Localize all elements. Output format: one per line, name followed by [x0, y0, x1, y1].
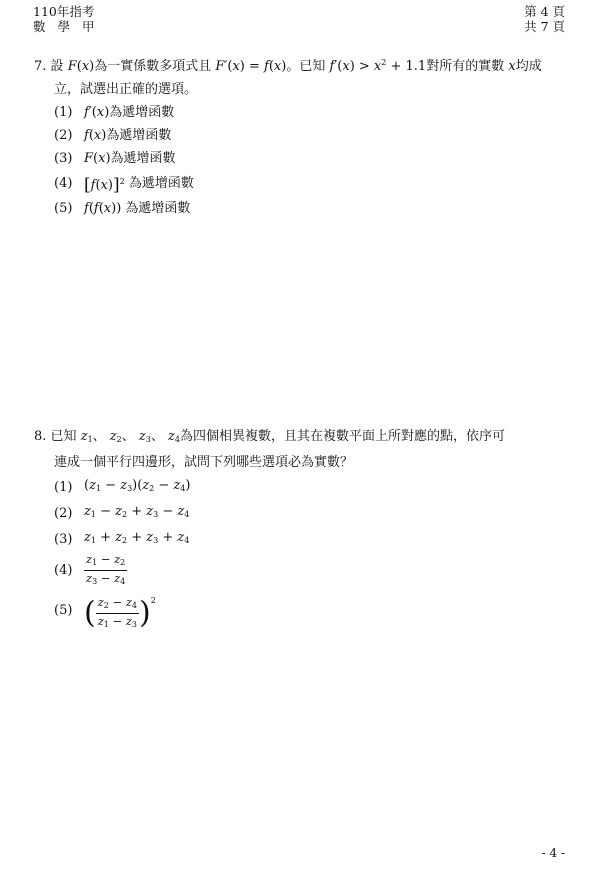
- option-math: $z_1 - z_2 + z_3 - z_4$: [84, 504, 190, 519]
- option-1[interactable]: [54, 474, 574, 500]
- option-number: (4): [54, 176, 73, 191]
- option-math: f(x): [84, 128, 107, 143]
- option-text: 為遞增函數: [106, 128, 172, 143]
- option-3[interactable]: [54, 147, 574, 170]
- subject-title: 數 學 甲: [33, 19, 99, 34]
- option-5[interactable]: [54, 589, 574, 632]
- option-text: 為遞增函數: [125, 201, 191, 216]
- option-math: f(f(x)): [84, 201, 122, 216]
- option-1[interactable]: [54, 101, 574, 124]
- option-3[interactable]: [54, 526, 574, 552]
- question-8: [34, 425, 574, 632]
- option-4[interactable]: [54, 552, 574, 589]
- option-math: $(z_1 - z_3)(z_2 - z_4)$: [84, 478, 191, 493]
- stem-text: 為四個相異複數，且其在複數平面上所對應的點，依序可: [179, 429, 505, 444]
- page-label: 第 4 頁: [524, 4, 565, 19]
- math-expr: $z_1$、 $z_2$、 $z_3$、 $z_4$: [80, 429, 180, 444]
- option-number: (3): [54, 531, 73, 547]
- total-pages-label: 共 7 頁: [524, 19, 565, 34]
- option-math: F(x): [84, 151, 111, 166]
- option-number: (1): [54, 479, 73, 495]
- exam-year: 110年指考: [33, 4, 95, 19]
- option-math-fraction: ( $\frac{z_2 - z_4}{z_1 - z_3}$ )$^2$: [84, 595, 156, 631]
- question-8-stem-line2: 連成一個平行四邊形，試問下列哪些選項必為實數？: [54, 455, 354, 470]
- stem-text: 設: [50, 59, 64, 74]
- option-number: (2): [54, 128, 73, 143]
- option-5[interactable]: [54, 197, 574, 220]
- page-header: [524, 4, 565, 34]
- stem-text: 對所有的實數: [426, 59, 505, 74]
- option-math: $z_1 + z_2 + z_3 + z_4$: [84, 530, 190, 545]
- question-8-options: [34, 474, 574, 632]
- question-8-stem-line1: [34, 425, 574, 451]
- page-number: - 4 -: [541, 846, 565, 860]
- option-text: 為遞增函數: [110, 151, 176, 166]
- math-expr: f′: [329, 59, 338, 74]
- question-number: 7.: [34, 59, 47, 74]
- option-number: (4): [54, 563, 73, 578]
- option-number: (5): [54, 603, 73, 618]
- option-math: f′(x): [84, 105, 110, 120]
- option-text: 為遞增函數: [109, 105, 175, 120]
- math-expr: F′: [215, 59, 228, 74]
- option-number: (2): [54, 505, 73, 521]
- exam-header: [33, 4, 98, 34]
- question-7-stem-line2: 立，試選出正確的選項。: [54, 82, 198, 97]
- option-number: (1): [54, 105, 73, 120]
- option-2[interactable]: [54, 500, 574, 526]
- stem-text: 。已知: [286, 59, 326, 74]
- stem-text: 為一實係數多項式且: [94, 59, 212, 74]
- option-4[interactable]: [54, 170, 574, 197]
- stem-text: 已知: [50, 429, 77, 444]
- question-7-options: [34, 101, 574, 220]
- option-2[interactable]: [54, 124, 574, 147]
- question-number: 8.: [34, 429, 47, 444]
- option-math: $[f(x)]^2$: [84, 175, 125, 195]
- question-7: [34, 51, 574, 220]
- option-number: (3): [54, 151, 73, 166]
- option-number: (5): [54, 201, 73, 216]
- question-7-stem-line1: 7. 設 F(x)為一實係數多項式且 F′(x) = f(x)。已知 $f'(x) > x^2 + 1.1$對所有的實數 x均成: [34, 58, 542, 74]
- option-text: 為遞增函數: [128, 176, 194, 191]
- stem-text: 均成: [515, 59, 542, 74]
- math-expr: F: [67, 59, 77, 74]
- option-math-fraction: $\frac{z_1 - z_2}{z_3 - z_4}$: [86, 552, 126, 586]
